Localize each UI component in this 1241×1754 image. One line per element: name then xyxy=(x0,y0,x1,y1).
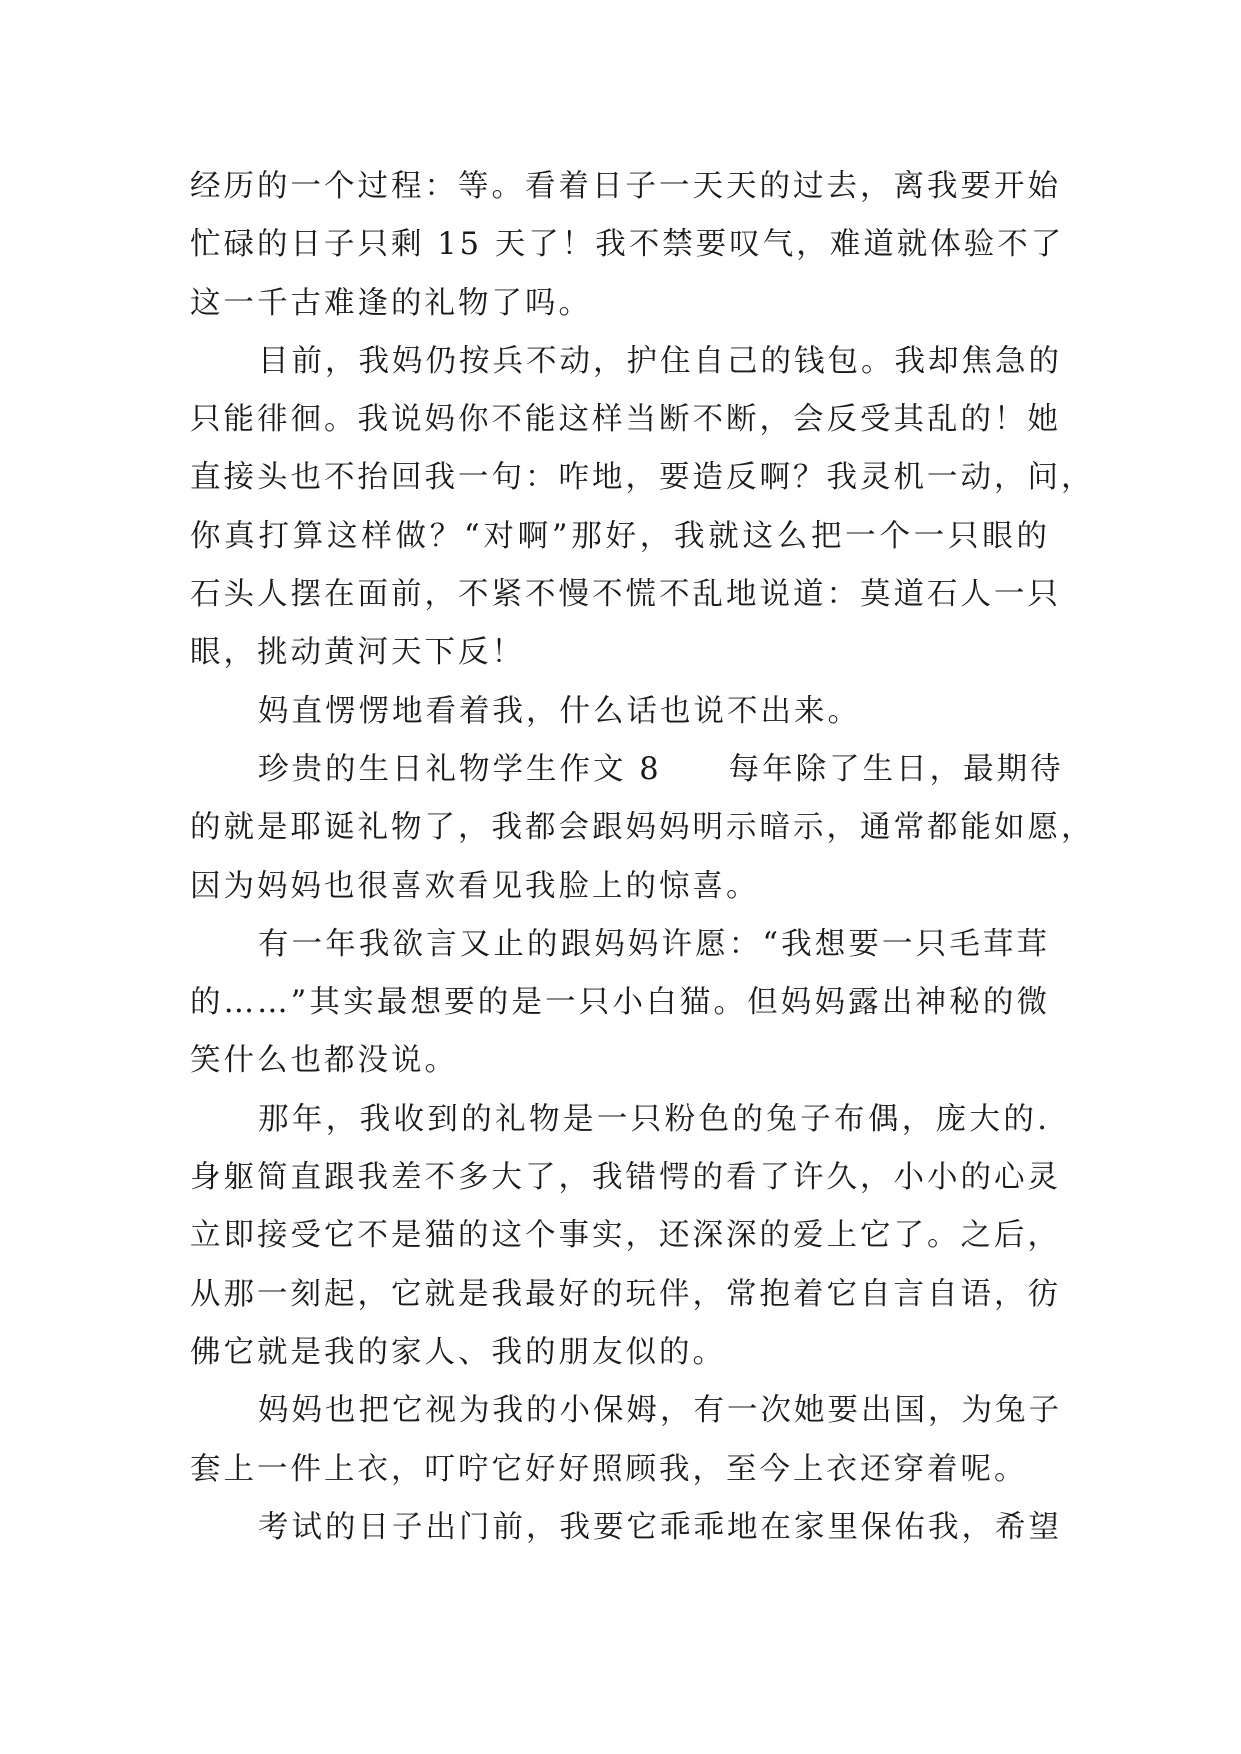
text-line: 的就是耶诞礼物了，我都会跟妈妈明示暗示，通常都能如愿， xyxy=(190,810,1095,846)
text-line: 从那一刻起，它就是我最好的玩伴，常抱着它自言自语，彷 xyxy=(190,1276,1061,1312)
text-line: 佛它就是我的家人、我的朋友似的。 xyxy=(190,1334,726,1370)
paragraph-start-line: 考试的日子出门前，我要它乖乖地在家里保佑我，希望 xyxy=(258,1509,1062,1545)
text-line: 的……”其实最想要的是一只小白猫。但妈妈露出神秘的微 xyxy=(190,985,1050,1021)
text-line: 经历的一个过程：等。看着日子一天天的过去，离我要开始 xyxy=(190,169,1061,204)
paragraph-start-line: 妈妈也把它视为我的小保姆，有一次她要出国，为兔子 xyxy=(258,1393,1062,1429)
text-line: 忙碌的日子只剩 15 天了！我不禁要叹气，难道就体验不了 xyxy=(190,227,1065,263)
text-line: 身躯简直跟我差不多大了，我错愕的看了许久，小小的心灵 xyxy=(190,1160,1061,1196)
paragraph-start-line: 妈直愣愣地看着我，什么话也说不出来。 xyxy=(258,693,861,729)
text-line: 因为妈妈也很喜欢看见我脸上的惊喜。 xyxy=(190,868,760,904)
text-line: 只能徘徊。我说妈你不能这样当断不断，会反受其乱的！她 xyxy=(190,402,1061,438)
text-line: 套上一件上衣，叮咛它好好照顾我，至今上衣还穿着呢。 xyxy=(190,1451,1028,1487)
paragraph-start-line: 珍贵的生日礼物学生作文 8 每年除了生日，最期待 xyxy=(258,751,1064,787)
text-line: 眼，挑动黄河天下反！ xyxy=(190,635,525,671)
text-line: 这一千古难逢的礼物了吗。 xyxy=(190,285,592,321)
text-line: 笑什么也都没说。 xyxy=(190,1043,458,1079)
body-text xyxy=(190,158,1095,1557)
paragraph-start-line: 有一年我欲言又止的跟妈妈许愿：“我想要一只毛茸茸 xyxy=(258,926,1050,962)
text-line: 你真打算这样做？“对啊”那好，我就这么把一个一只眼的 xyxy=(190,518,1050,554)
text-line: 直接头也不抬回我一句：咋地，要造反啊？我灵机一动，问， xyxy=(190,460,1095,496)
paragraph-start-line: 那年，我收到的礼物是一只粉色的兔子布偶，庞大的. xyxy=(258,1101,1050,1137)
paragraph-start-line: 目前，我妈仍按兵不动，护住自己的钱包。我却焦急的 xyxy=(258,343,1062,379)
text-line: 石头人摆在面前，不紧不慢不慌不乱地说道：莫道石人一只 xyxy=(190,577,1061,613)
text-line: 立即接受它不是猫的这个事实，还深深的爱上它了。之后， xyxy=(190,1218,1061,1254)
